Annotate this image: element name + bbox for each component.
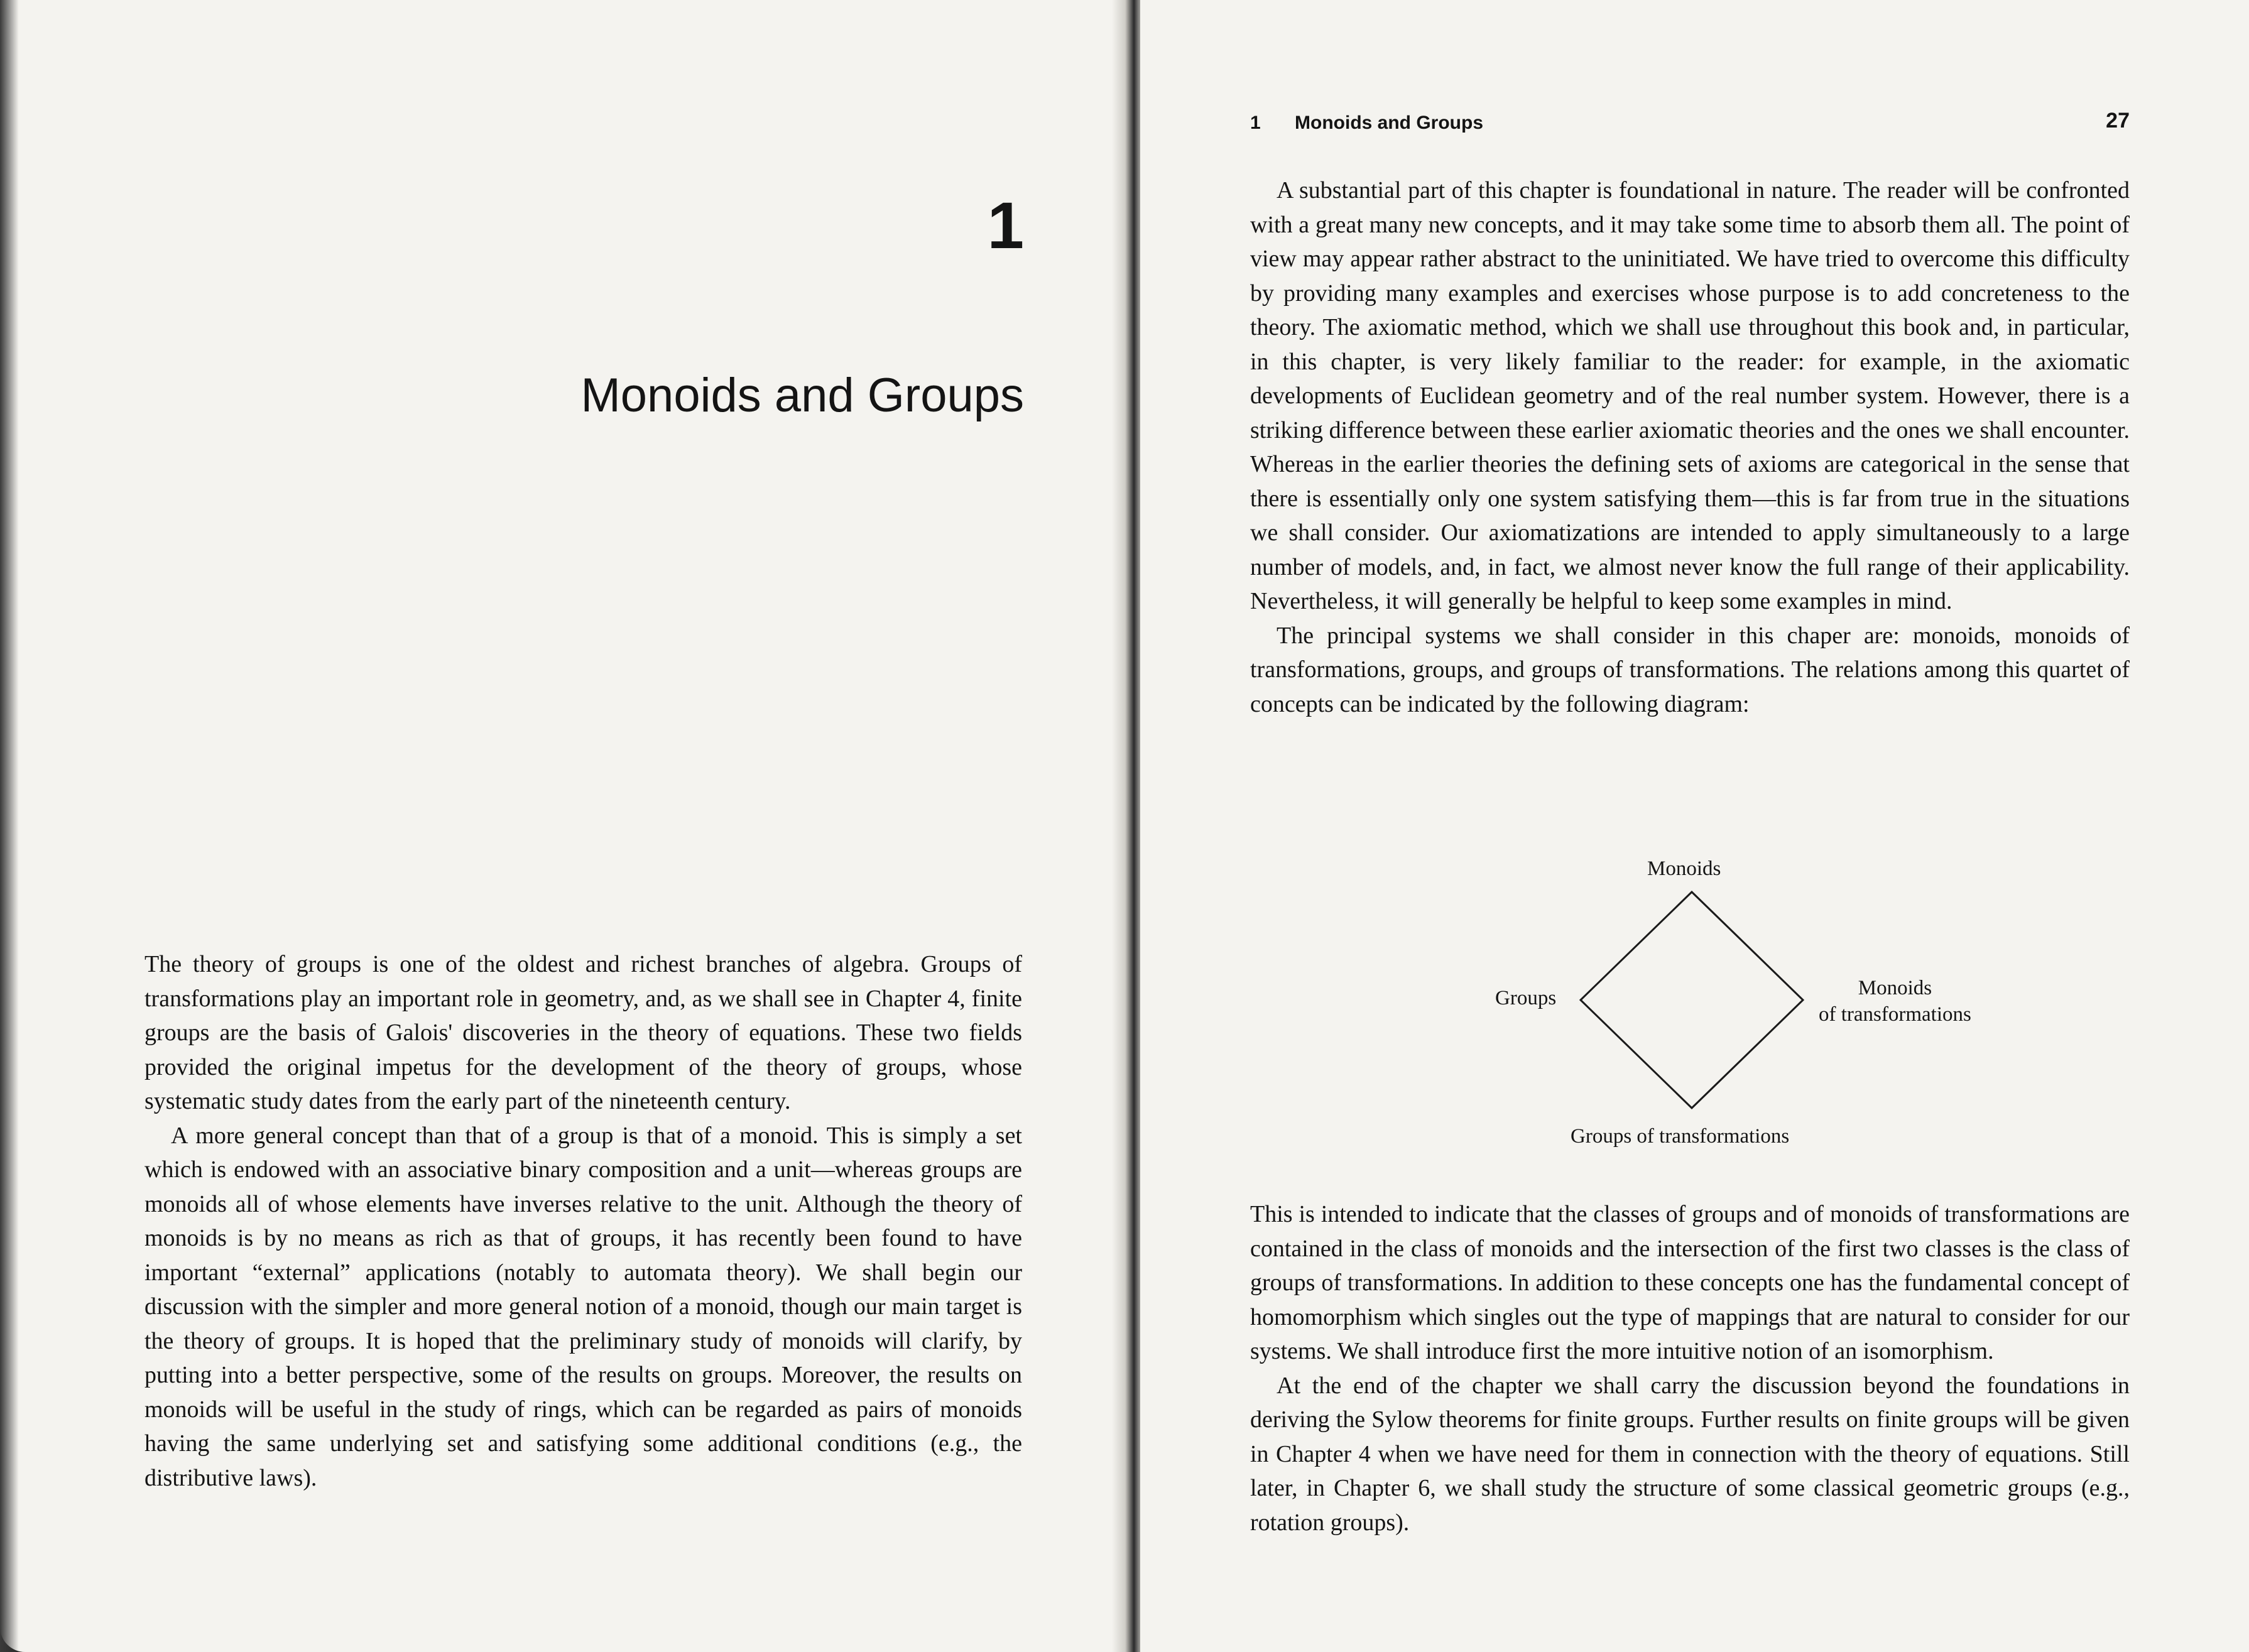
relationship-diagram — [1445, 842, 2010, 1168]
diagram-label-right — [1819, 975, 1971, 1028]
paragraph: A substantial part of this chapter is foundational in nature. The reader will be confronted with a great many new concepts, and it may take some time to absorb them all. The point of view may appear rather abstract to the uninitiated. We have tried to overcome this difficulty by providing many examples and exercises whose purpose is to add concreteness to the theory. The axiomatic method, which we shall use throughout this book and, in particular, in this chapter, is very likely familiar to the reader: for example, in the axiomatic developments of Euclidean geometry and of the real number system. However, there is a striking difference between these earlier axiomatic theories and the ones we shall encounter. Whereas in the earlier theories the defining sets of axioms are categorical in the sense that there is essentially only one system satisfying them—this is far from true in the situations we shall consider. Our axiomatizations are intended to apply simultaneously to a large number of models, and, in fact, we almost never know the full range of their applicability. Nevertheless, it will generally be helpful to keep some examples in mind. — [1250, 177, 2130, 614]
right-body-text-top — [1250, 173, 2130, 721]
chapter-title: Monoids and Groups — [580, 369, 1024, 422]
paragraph: A more general concept than that of a group is that of a monoid. This is simply a set which is endowed with an associative binary composition and a unit—whereas groups are monoids all of whose elements have inverses relative to the unit. Although the theory of monoids is by no means as rich as that of groups, it has recently been found to have important “external” applications (notably to automata theory). We shall begin our discussion with the simpler and more general notion of a monoid, though our main target is the theory of groups. It is hoped that the preliminary study of monoids will clarify, by putting into a better perspective, some of the results on groups. Moreover, the results on monoids will be useful in the study of rings, which can be regarded as pairs of monoids having the same underlying set and satisfying some additional conditions (e.g., the distributive laws). — [144, 1122, 1022, 1491]
left-body-text — [144, 947, 1022, 1495]
diagram-label-right-line2: of transformations — [1819, 1003, 1971, 1026]
diagram-label-right-line1: Monoids — [1858, 977, 1932, 999]
paragraph: The theory of groups is one of the oldest and richest branches of algebra. Groups of transformations play an important role in geometry, and, as we shall see in Chapter 4, finite groups are the basis of Galois' discoveries in the theory of equations. These two fields provided the original impetus for the development of the theory of groups, whose systematic study dates from the early part of the nineteenth century. — [144, 951, 1022, 1114]
running-head-title: Monoids and Groups — [1295, 112, 1484, 133]
diagram-label-bottom: Groups of transformations — [1571, 1125, 1790, 1148]
right-body-text-bottom — [1250, 1197, 2130, 1540]
diamond-shape — [1581, 892, 1803, 1108]
chapter-number: 1 — [987, 189, 1024, 263]
paragraph: At the end of the chapter we shall carry the discussion beyond the foundations in deriving the Sylow theorems for finite groups. Further results on finite groups will be given in Chapter 4 when we have need for them in connection with the theory of equations. Still later, in Chapter 6, we shall study the structure of some classical geometric groups (e.g., rotation groups). — [1250, 1372, 2130, 1536]
running-head-chapter-number: 1 — [1250, 112, 1261, 133]
page-edge-shadow — [0, 0, 19, 1652]
left-page — [0, 0, 1124, 1652]
page-number: 27 — [2106, 109, 2130, 133]
diagram-label-top: Monoids — [1647, 857, 1721, 880]
paragraph: The principal systems we shall consider in this chaper are: monoids, monoids of transformations, groups, and groups of transformations. The relations among this quartet of concepts can be indicated by the following diagram: — [1250, 622, 2130, 717]
running-head — [1250, 111, 1483, 136]
diagram-label-left: Groups — [1495, 987, 1557, 1009]
paragraph: This is intended to indicate that the classes of groups and of monoids of transformations are contained in the class of monoids and the intersection of the first two classes is the class of groups of transformations. In addition to these concepts one has the fundamental concept of homomorphism which singles out the type of mappings that are natural to consider for our systems. We shall introduce first the more intuitive notion of an isomorphism. — [1250, 1201, 2130, 1364]
